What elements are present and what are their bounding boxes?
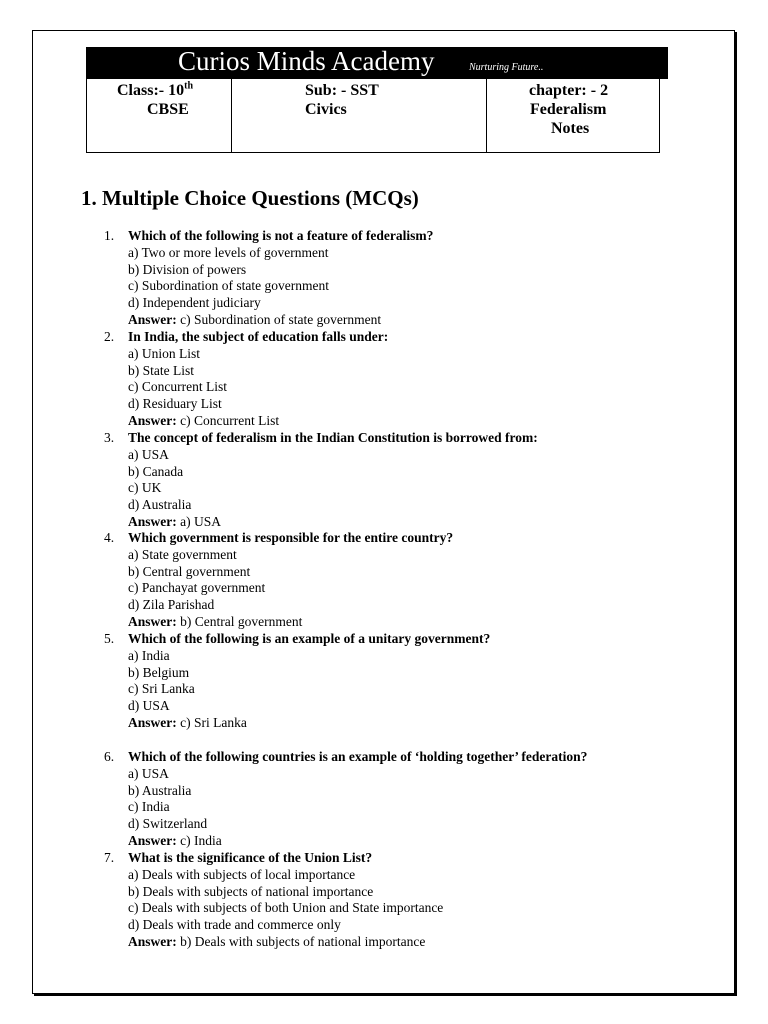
answer-text: c) Subordination of state government	[176, 312, 382, 327]
answer-text: b) Deals with subjects of national importance	[176, 934, 426, 949]
answer-text: b) Central government	[176, 614, 303, 629]
class-label: Class:- 10	[117, 82, 185, 99]
question-text: Which of the following countries is an example of ‘holding together’ federation?	[128, 749, 588, 764]
answer-line	[128, 614, 302, 630]
question-number: 5.	[104, 631, 115, 646]
question-text: Which of the following is not a feature of federalism?	[128, 228, 434, 243]
answer-text: a) USA	[176, 514, 221, 529]
question-text: The concept of federalism in the Indian Constitution is borrowed from:	[128, 430, 538, 445]
option-item: c) Concurrent List	[128, 379, 227, 395]
answer-line	[128, 312, 381, 328]
answer-text: c) Concurrent List	[176, 413, 280, 428]
option-item: d) Independent judiciary	[128, 295, 261, 311]
section-title: 1. Multiple Choice Questions (MCQs)	[81, 186, 419, 210]
option-item: b) Australia	[128, 782, 192, 798]
answer-line	[128, 715, 247, 731]
question-text: What is the significance of the Union List?	[128, 850, 373, 865]
chapter-label: chapter: - 2	[529, 82, 609, 99]
info-table	[86, 79, 660, 153]
class-sup: th	[184, 80, 194, 92]
subject-sub-label: Civics	[305, 101, 347, 118]
chapter-name: Federalism	[530, 101, 607, 118]
option-item: a) USA	[128, 446, 169, 462]
option-item: b) Deals with subjects of national importance	[128, 883, 374, 899]
option-item: a) Deals with subjects of local importance	[128, 866, 356, 882]
answer-label: Answer:	[128, 312, 177, 327]
answer-line	[128, 413, 279, 429]
option-item: b) Belgium	[128, 664, 190, 680]
option-item: d) Deals with trade and commerce only	[128, 917, 341, 933]
question-text: Which of the following is an example of a unitary government?	[128, 631, 491, 646]
option-item: d) Zila Parishad	[128, 597, 215, 613]
option-item: a) India	[128, 647, 170, 663]
option-item: b) Division of powers	[128, 261, 247, 277]
question-number: 7.	[104, 850, 115, 865]
option-item: c) Subordination of state government	[128, 278, 329, 294]
option-item: c) Sri Lanka	[128, 681, 195, 697]
answer-label: Answer:	[128, 833, 177, 848]
notes-label: Notes	[551, 120, 590, 137]
chapter-cell	[487, 79, 660, 152]
option-item: a) USA	[128, 765, 169, 781]
answer-line	[128, 514, 221, 530]
answer-line	[128, 934, 425, 950]
option-item: a) State government	[128, 546, 237, 562]
answer-label: Answer:	[128, 614, 177, 629]
question-number: 3.	[104, 430, 115, 445]
answer-text: c) Sri Lanka	[176, 715, 247, 730]
answer-label: Answer:	[128, 514, 177, 529]
academy-tagline: Nurturing Future..	[469, 62, 544, 73]
board-label: CBSE	[147, 101, 189, 118]
option-item: d) Switzerland	[128, 816, 208, 832]
option-item: b) Canada	[128, 463, 184, 479]
option-item: c) India	[128, 799, 170, 815]
option-item: b) Central government	[128, 563, 251, 579]
answer-line	[128, 833, 222, 849]
option-item: b) State List	[128, 362, 194, 378]
question-number: 1.	[104, 228, 115, 243]
option-item: a) Union List	[128, 345, 200, 361]
option-item: d) USA	[128, 698, 170, 714]
question-text: Which government is responsible for the entire country?	[128, 530, 454, 545]
question-number: 2.	[104, 329, 115, 344]
question-number: 6.	[104, 749, 115, 764]
option-item: d) Residuary List	[128, 396, 222, 412]
answer-text: c) India	[176, 833, 222, 848]
header-banner	[86, 47, 668, 79]
academy-title: Curios Minds Academy	[178, 46, 435, 76]
option-item: a) Two or more levels of government	[128, 244, 329, 260]
option-item: c) Panchayat government	[128, 580, 266, 596]
answer-label: Answer:	[128, 413, 177, 428]
question-number: 4.	[104, 530, 115, 545]
option-item: c) UK	[128, 480, 162, 496]
answer-label: Answer:	[128, 715, 177, 730]
option-item: d) Australia	[128, 497, 192, 513]
class-cell	[87, 79, 232, 152]
question-text: In India, the subject of education falls under:	[128, 329, 389, 344]
subject-cell	[232, 79, 487, 152]
subject-label: Sub: - SST	[305, 82, 379, 99]
answer-label: Answer:	[128, 934, 177, 949]
option-item: c) Deals with subjects of both Union and State importance	[128, 900, 444, 916]
